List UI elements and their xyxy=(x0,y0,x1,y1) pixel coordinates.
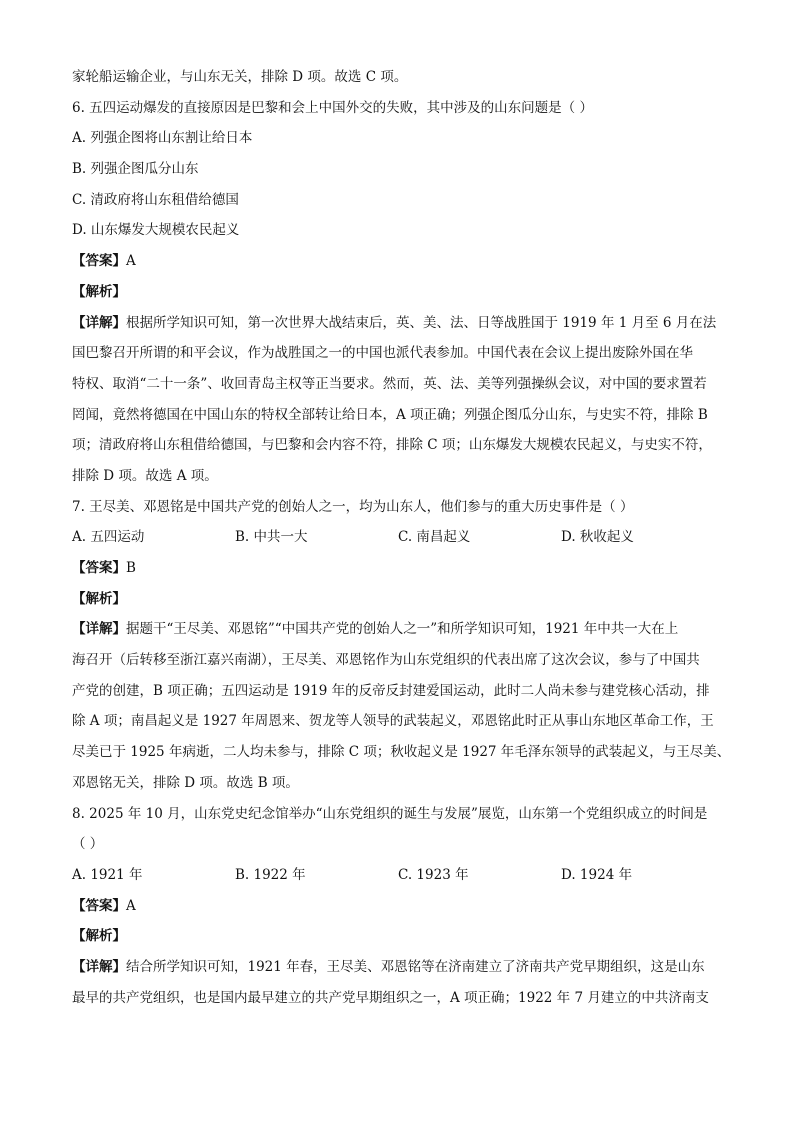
detail-text: 结合所学知识可知，1921 年春，王尽美、邓恩铭等在济南建立了济南共产党早期组织，这是山东 xyxy=(126,958,705,975)
answer-label: 【答案】 xyxy=(72,560,126,576)
question-7-option-b: B. 中共一大 xyxy=(235,529,308,546)
question-8-detail-line: 最早的共产党组织，也是国内最早建立的共产党早期组织之一，A 项正确；1922 年 7 月建立的中共济南支 xyxy=(72,989,709,1006)
question-8-options xyxy=(72,860,732,891)
question-7-options xyxy=(72,522,732,553)
question-8-stem-continued: （ ） xyxy=(72,836,104,853)
analysis-label: 【解析】 xyxy=(72,283,126,300)
question-8-option-d: D. 1924 年 xyxy=(561,866,633,883)
question-6-detail-line: 罔闻，竟然将德国在中国山东的特权全部转让给日本，A 项正确；列强企图瓜分山东，与史实不符，排除 B xyxy=(72,406,708,423)
question-7-detail-line: 尽美已于 1925 年病逝，二人均未参与，排除 C 项；秋收起义是 1927 年毛泽东领导的武装起义，与王尽美、 xyxy=(72,744,731,761)
question-6-answer xyxy=(72,246,732,277)
detail-label: 【详解】 xyxy=(72,314,126,331)
question-7-detail-line: 除 A 项；南昌起义是 1927 年周恩来、贺龙等人领导的武装起义，邓恩铭此时正从事山东地区革命工作，王 xyxy=(72,713,714,730)
detail-label: 【详解】 xyxy=(72,958,126,975)
question-6-stem: 6. 五四运动爆发的直接原因是巴黎和会上中国外交的失败，其中涉及的山东问题是（ ） xyxy=(72,99,593,116)
answer-value: A xyxy=(126,897,136,914)
detail-label: 【详解】 xyxy=(72,621,126,638)
document-page xyxy=(72,62,732,1013)
question-7-answer xyxy=(72,553,732,584)
question-8-option-a: A. 1921 年 xyxy=(72,866,143,883)
question-7-analysis-label xyxy=(72,584,732,615)
answer-value: A xyxy=(126,253,136,270)
question-6-option-d: D. 山东爆发大规模农民起义 xyxy=(72,222,240,239)
question-6-detail-line: 排除 D 项。故选 A 项。 xyxy=(72,467,218,484)
question-8-option-c: C. 1923 年 xyxy=(398,866,469,883)
question-6-option-c: C. 清政府将山东租借给德国 xyxy=(72,191,239,208)
question-6-option-a: A. 列强企图将山东割让给日本 xyxy=(72,130,253,147)
question-8-stem: 8. 2025 年 10 月，山东党史纪念馆举办“山东党组织的诞生与发展”展览，山东第一个党组织成立的时间是 xyxy=(72,805,708,822)
question-7-stem: 7. 王尽美、邓恩铭是中国共产党的创始人之一，均为山东人，他们参与的重大历史事件是（ ） xyxy=(72,498,634,515)
question-6-detail-line: 项；清政府将山东租借给德国，与巴黎和会内容不符，排除 C 项；山东爆发大规模农民起义，与史实不符， xyxy=(72,437,712,454)
question-7-detail-line: 邓恩铭无关，排除 D 项。故选 B 项。 xyxy=(72,774,299,791)
detail-text: 根据所学知识可知，第一次世界大战结束后，英、美、法、日等战胜国于 1919 年 1 月至 6 月在法 xyxy=(126,314,717,331)
analysis-label: 【解析】 xyxy=(72,590,126,607)
question-7-detail-line: 海召开（后转移至浙江嘉兴南湖），王尽美、邓恩铭作为山东党组织的代表出席了这次会议，参与了中国共 xyxy=(72,652,700,669)
question-6-analysis-label xyxy=(72,277,732,308)
question-6-detail-line xyxy=(72,308,732,339)
question-8-analysis-label xyxy=(72,921,732,952)
question-8-option-b: B. 1922 年 xyxy=(235,866,306,883)
question-7-option-a: A. 五四运动 xyxy=(72,529,145,546)
analysis-label: 【解析】 xyxy=(72,928,126,945)
previous-analysis-tail: 家轮船运输企业，与山东无关，排除 D 项。故选 C 项。 xyxy=(72,69,408,85)
question-6-option-b: B. 列强企图瓜分山东 xyxy=(72,161,199,178)
answer-value: B xyxy=(126,560,136,576)
question-8-answer xyxy=(72,891,732,922)
question-7-detail-line: 产党的创建，B 项正确；五四运动是 1919 年的反帝反封建爱国运动，此时二人尚未参与建党核心活动，排 xyxy=(72,682,710,699)
detail-text: 据题干“王尽美、邓恩铭”“中国共产党的创始人之一”和所学知识可知，1921 年中共一大在上 xyxy=(126,621,679,638)
answer-label: 【答案】 xyxy=(72,253,126,270)
question-7-option-c: C. 南昌起义 xyxy=(398,529,471,546)
answer-label: 【答案】 xyxy=(72,897,126,914)
question-7-detail-line xyxy=(72,614,732,645)
question-6-detail-line: 国巴黎召开所谓的和平会议，作为战胜国之一的中国也派代表参加。中国代表在会议上提出废除外国在华 xyxy=(72,345,693,362)
question-6-detail-line: 特权、取消“二十一条”、收回青岛主权等正当要求。然而，英、法、美等列强操纵会议，对中国的要求置若 xyxy=(72,375,707,392)
question-8-detail-line xyxy=(72,952,732,983)
question-7-option-d: D. 秋收起义 xyxy=(561,529,634,546)
